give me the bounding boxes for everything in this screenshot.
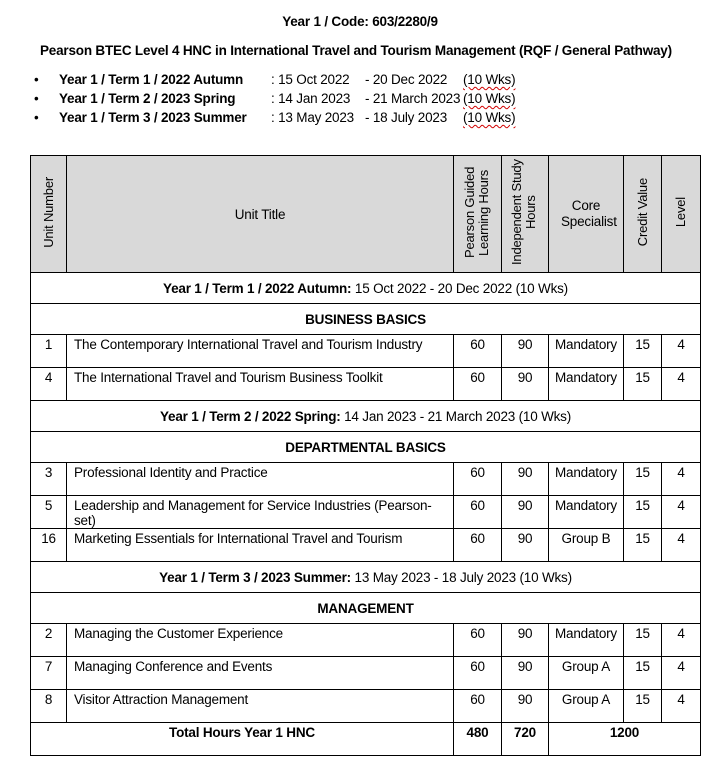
unit-glh: 60 <box>454 657 502 690</box>
total-ish: 720 <box>502 723 549 756</box>
unit-credit: 15 <box>624 463 662 496</box>
table-row <box>31 496 701 529</box>
unit-ish: 90 <box>502 624 549 657</box>
table-row <box>31 690 701 723</box>
unit-level: 4 <box>662 335 701 368</box>
table-row <box>31 529 701 562</box>
term-name: Year 1 / Term 2 / 2023 Spring <box>59 91 236 106</box>
term-start: : 15 Oct 2022 <box>271 72 350 87</box>
unit-ish: 90 <box>502 463 549 496</box>
unit-core: Mandatory <box>549 624 624 657</box>
bullet-icon: • <box>34 91 39 106</box>
unit-glh: 60 <box>454 368 502 401</box>
unit-ish: 90 <box>502 690 549 723</box>
term-row-label: Year 1 / Term 1 / 2022 Autumn: <box>163 280 352 296</box>
unit-level: 4 <box>662 690 701 723</box>
unit-glh: 60 <box>454 690 502 723</box>
header-unit-number: Unit Number <box>31 156 67 273</box>
table-header-row <box>31 156 701 273</box>
unit-credit: 15 <box>624 624 662 657</box>
total-credit: 1200 <box>549 723 701 756</box>
section-title: BUSINESS BASICS <box>31 304 701 335</box>
unit-core: Mandatory <box>549 368 624 401</box>
header-level: Level <box>662 156 701 273</box>
unit-credit: 15 <box>624 368 662 401</box>
unit-credit: 15 <box>624 690 662 723</box>
table-row <box>31 657 701 690</box>
table-row <box>31 624 701 657</box>
term-end: - 21 March 2023 <box>365 91 461 106</box>
unit-title: Professional Identity and Practice <box>67 463 454 496</box>
header-credit-value: Credit Value <box>624 156 662 273</box>
unit-level: 4 <box>662 368 701 401</box>
unit-level: 4 <box>662 529 701 562</box>
unit-ish: 90 <box>502 657 549 690</box>
unit-credit: 15 <box>624 335 662 368</box>
unit-core: Mandatory <box>549 496 624 529</box>
unit-core: Group A <box>549 657 624 690</box>
unit-title: Marketing Essentials for International Travel and Tourism <box>67 529 454 562</box>
unit-core: Group B <box>549 529 624 562</box>
unit-ish: 90 <box>502 496 549 529</box>
document-code-line: Year 1 / Code: 603/2280/9 <box>282 14 438 29</box>
table-row <box>31 463 701 496</box>
term-duration: (10 Wks) <box>463 91 516 106</box>
bullet-icon: • <box>34 72 39 87</box>
term-row-dates: 13 May 2023 - 18 July 2023 (10 Wks) <box>354 569 572 585</box>
section-row <box>31 304 701 335</box>
unit-number: 1 <box>31 335 67 368</box>
section-row <box>31 432 701 463</box>
unit-level: 4 <box>662 657 701 690</box>
unit-number: 7 <box>31 657 67 690</box>
term-name: Year 1 / Term 3 / 2023 Summer <box>59 110 247 125</box>
unit-title: Visitor Attraction Management <box>67 690 454 723</box>
unit-number: 5 <box>31 496 67 529</box>
unit-level: 4 <box>662 496 701 529</box>
unit-ish: 90 <box>502 335 549 368</box>
unit-ish: 90 <box>502 368 549 401</box>
section-title: MANAGEMENT <box>31 593 701 624</box>
table-row <box>31 335 701 368</box>
unit-title: The International Travel and Tourism Business Toolkit <box>67 368 454 401</box>
unit-core: Mandatory <box>549 463 624 496</box>
unit-title: Managing the Customer Experience <box>67 624 454 657</box>
unit-title: The Contemporary International Travel and Tourism Industry <box>67 335 454 368</box>
unit-core: Mandatory <box>549 335 624 368</box>
term-end: - 20 Dec 2022 <box>365 72 448 87</box>
unit-ish: 90 <box>502 529 549 562</box>
unit-glh: 60 <box>454 496 502 529</box>
bullet-icon: • <box>34 110 39 125</box>
term-name: Year 1 / Term 1 / 2022 Autumn <box>59 72 244 87</box>
term-row <box>31 562 701 593</box>
unit-credit: 15 <box>624 496 662 529</box>
header-guided-hours: Pearson Guided Learning Hours <box>454 156 502 273</box>
term-list-item <box>0 91 720 110</box>
term-duration: (10 Wks) <box>463 72 516 87</box>
section-row <box>31 593 701 624</box>
term-row-dates: 15 Oct 2022 - 20 Dec 2022 (10 Wks) <box>354 280 568 296</box>
unit-glh: 60 <box>454 529 502 562</box>
term-row <box>31 273 701 304</box>
unit-credit: 15 <box>624 529 662 562</box>
header-independent-hours: Independent Study Hours <box>502 156 549 273</box>
section-title: DEPARTMENTAL BASICS <box>31 432 701 463</box>
unit-number: 8 <box>31 690 67 723</box>
term-row-label: Year 1 / Term 2 / 2022 Spring: <box>159 408 341 424</box>
header-unit-title: Unit Title <box>67 156 454 273</box>
term-duration: (10 Wks) <box>463 110 516 125</box>
unit-glh: 60 <box>454 463 502 496</box>
unit-number: 3 <box>31 463 67 496</box>
unit-glh: 60 <box>454 624 502 657</box>
unit-level: 4 <box>662 624 701 657</box>
total-row <box>31 723 701 756</box>
unit-core: Group A <box>549 690 624 723</box>
qualification-title: Pearson BTEC Level 4 HNC in International Travel and Tourism Management (RQF / General Pathway) <box>40 43 672 58</box>
unit-number: 16 <box>31 529 67 562</box>
term-list <box>0 72 720 129</box>
total-label: Total Hours Year 1 HNC <box>31 723 454 756</box>
term-start: : 13 May 2023 <box>271 110 354 125</box>
units-table <box>30 155 701 756</box>
term-list-item <box>0 72 720 91</box>
unit-credit: 15 <box>624 657 662 690</box>
header-core-specialist: Core Specialist <box>549 156 624 273</box>
term-start: : 14 Jan 2023 <box>271 91 351 106</box>
term-row-dates: 14 Jan 2023 - 21 March 2023 (10 Wks) <box>344 408 572 424</box>
term-row <box>31 401 701 432</box>
unit-title: Leadership and Management for Service Industries (Pearson-set) <box>67 496 454 529</box>
unit-number: 4 <box>31 368 67 401</box>
unit-number: 2 <box>31 624 67 657</box>
unit-level: 4 <box>662 463 701 496</box>
term-end: - 18 July 2023 <box>365 110 448 125</box>
term-row-label: Year 1 / Term 3 / 2023 Summer: <box>159 569 351 585</box>
unit-glh: 60 <box>454 335 502 368</box>
total-glh: 480 <box>454 723 502 756</box>
term-list-item <box>0 110 720 129</box>
table-row <box>31 368 701 401</box>
unit-title: Managing Conference and Events <box>67 657 454 690</box>
